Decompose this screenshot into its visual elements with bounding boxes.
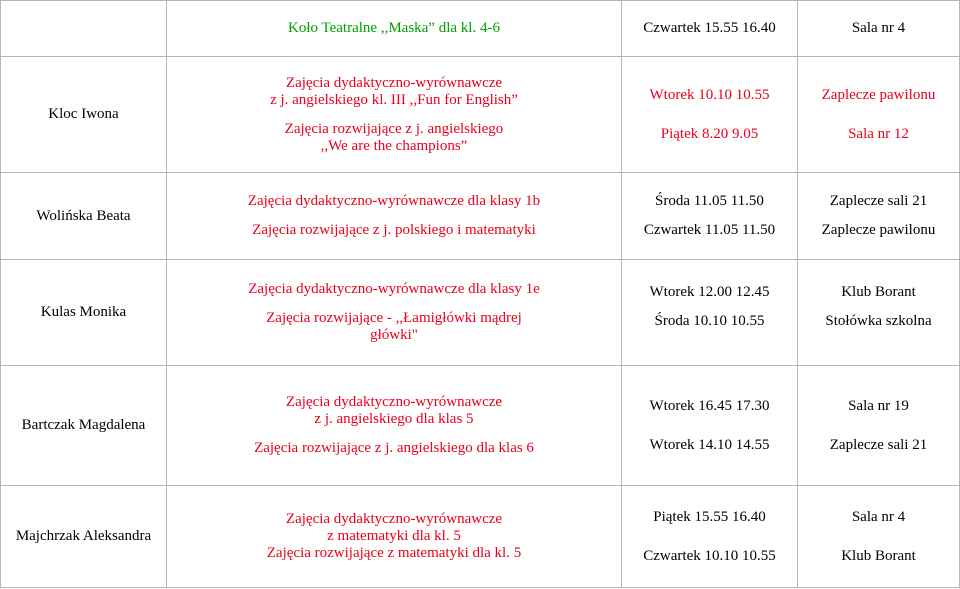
teacher-name: Bartczak Magdalena: [21, 417, 146, 433]
room-cell: [798, 366, 960, 486]
activity-cell: [167, 1, 622, 57]
time-text: Wtorek 12.00 12.45: [649, 283, 770, 300]
teacher-cell: [1, 57, 167, 173]
activity-text: z j. angielskiego kl. III ,,Fun for English”: [270, 91, 518, 108]
activity-text: Zajęcia rozwijające z j. angielskiego dla klas 6: [254, 440, 534, 456]
room-text: Zaplecze pawilonu: [821, 86, 936, 103]
activity-cell: [167, 57, 622, 173]
activity-text: Zajęcia dydaktyczno-wyrównawcze dla klasy 1b: [247, 193, 541, 209]
activity-text: Zajęcia rozwijające z matematyki dla kl. 5: [266, 545, 522, 561]
room-text: Sala nr 4: [851, 508, 906, 525]
room-text: Klub Borant: [841, 283, 916, 300]
room-text: Sala nr 19: [848, 397, 909, 414]
time-cell: [622, 486, 798, 588]
table-row: [1, 366, 960, 486]
activity-text: Zajęcia rozwijające z j. angielskiego: [284, 120, 504, 137]
activity-text: Zajęcia dydaktyczno-wyrównawcze: [285, 394, 503, 410]
table-row: [1, 486, 960, 588]
room-cell: [798, 57, 960, 173]
activity-text: ,,We are the champions”: [320, 137, 468, 154]
room-text: Stołówka szkolna: [825, 312, 932, 329]
activity-text: Zajęcia rozwijające - ,,Łamigłówki mądrej: [266, 310, 522, 326]
time-text: Wtorek 10.10 10.55: [649, 86, 770, 103]
activity-text: Koło Teatralne ,,Maska” dla kl. 4-6: [288, 20, 500, 36]
time-text: Wtorek 14.10 14.55: [649, 436, 770, 453]
time-cell: [622, 173, 798, 260]
teacher-name: Kloc Iwona: [48, 106, 119, 122]
activity-text: Zajęcia dydaktyczno-wyrównawcze dla klasy 1e: [248, 281, 540, 297]
activity-text: Zajęcia dydaktyczno-wyrównawcze: [285, 74, 503, 91]
teacher-cell: [1, 173, 167, 260]
activity-cell: [167, 486, 622, 588]
time-cell: [622, 57, 798, 173]
teacher-cell: [1, 260, 167, 366]
activity-text: z j. angielskiego dla klas 5: [314, 411, 474, 427]
teacher-cell: [1, 1, 167, 57]
activity-text: z matematyki dla kl. 5: [327, 528, 461, 544]
time-text: Czwartek 11.05 11.50: [643, 222, 776, 238]
time-text: Piątek 8.20 9.05: [660, 125, 759, 142]
time-cell: [622, 1, 798, 57]
room-cell: [798, 173, 960, 260]
time-cell: [622, 260, 798, 366]
room-cell: [798, 260, 960, 366]
activity-cell: [167, 173, 622, 260]
room-text: Klub Borant: [841, 547, 916, 564]
time-text: Czwartek 15.55 16.40: [643, 20, 776, 36]
time-text: Wtorek 16.45 17.30: [649, 397, 770, 414]
room-text: Zaplecze pawilonu: [821, 222, 936, 238]
teacher-name: Majchrzak Aleksandra: [15, 528, 152, 544]
activity-cell: [167, 260, 622, 366]
activity-text: Zajęcia rozwijające z j. polskiego i matematyki: [252, 222, 536, 238]
teacher-cell: [1, 366, 167, 486]
teacher-name: Kulas Monika: [40, 304, 127, 320]
teacher-name: Wolińska Beata: [36, 207, 131, 224]
room-text: Zaplecze sali 21: [829, 193, 928, 209]
time-text: Czwartek 10.10 10.55: [643, 547, 776, 564]
time-text: Środa 10.10 10.55: [654, 312, 765, 329]
time-text: Piątek 15.55 16.40: [653, 508, 766, 525]
table-row: [1, 260, 960, 366]
time-cell: [622, 366, 798, 486]
room-text: Sala nr 12: [848, 125, 909, 142]
time-text: Środa 11.05 11.50: [655, 193, 764, 209]
teacher-cell: [1, 486, 167, 588]
room-text: Sala nr 4: [851, 20, 906, 36]
activity-text: Zajęcia dydaktyczno-wyrównawcze: [285, 511, 503, 527]
room-cell: [798, 1, 960, 57]
room-text: Zaplecze sali 21: [829, 436, 928, 453]
table-row: [1, 1, 960, 57]
activity-text: główki": [370, 327, 418, 343]
table-row: [1, 173, 960, 260]
room-cell: [798, 486, 960, 588]
table-row: [1, 57, 960, 173]
activity-cell: [167, 366, 622, 486]
